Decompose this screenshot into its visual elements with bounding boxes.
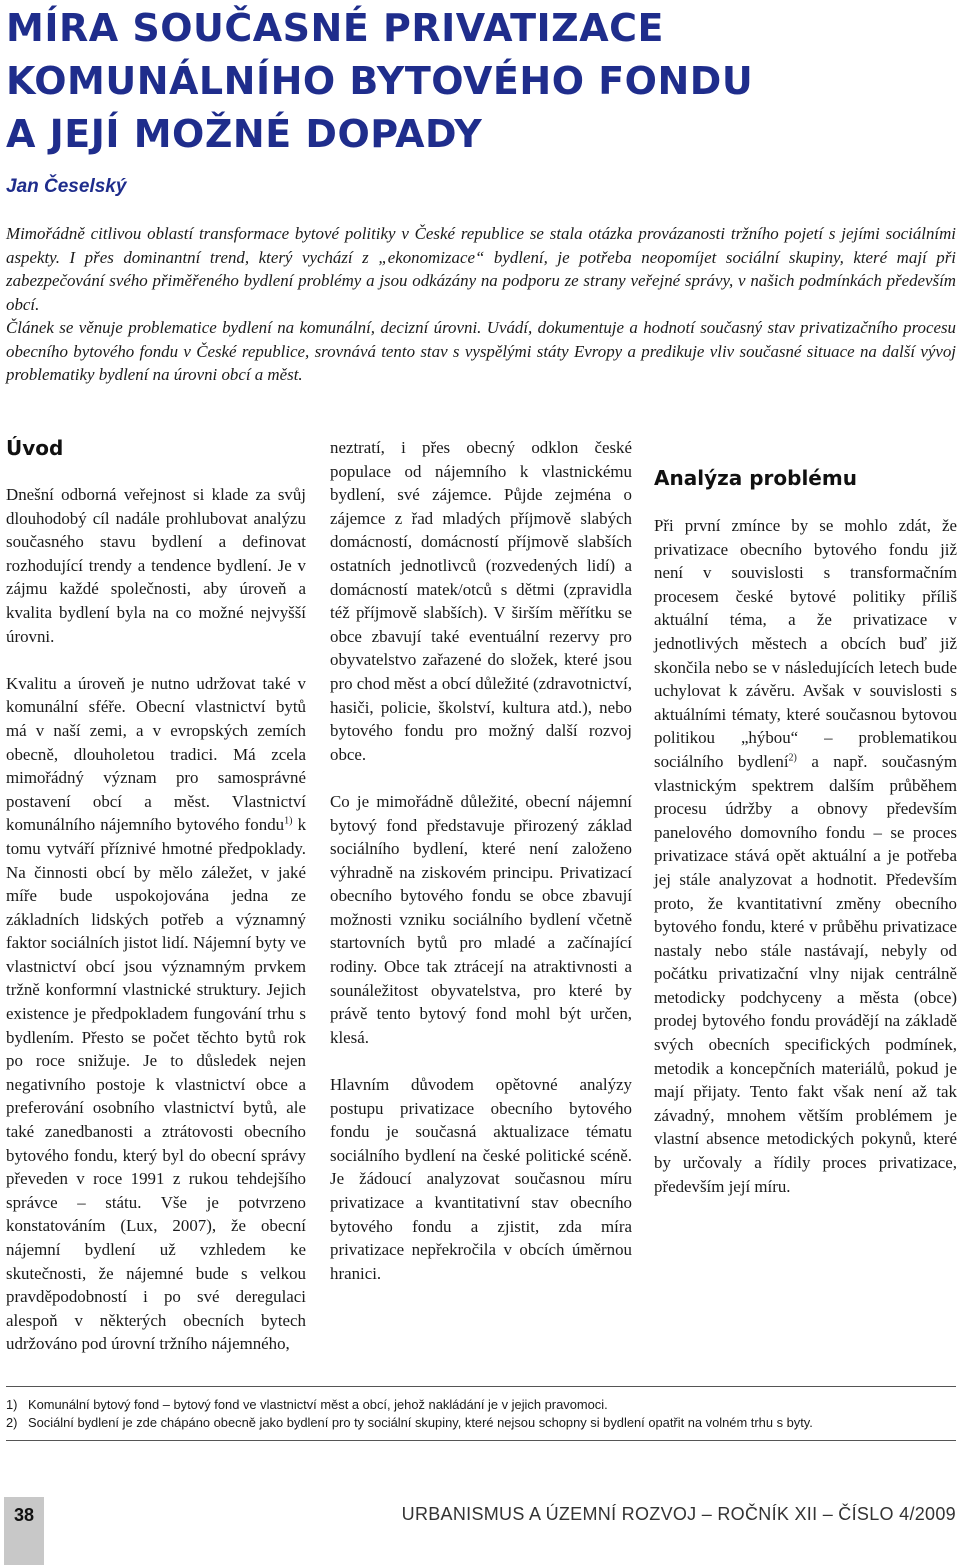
abstract-paragraph-2: Článek se věnuje problematice bydlení na komunální, decizní úrovni. Uvádí, dokumentuje a hodnotí současný stav privatizačního procesu obecního bytového fondu v České republice, srovnává tento stav s vyspělými státy Evropy a predikuje vliv současné situace na další vývoj problematiky bydlení na úrovni obcí a měst. <box>6 318 956 384</box>
footnote-divider <box>6 1386 956 1387</box>
abstract-paragraph-1: Mimořádně citlivou oblastí transformace bytové politiky v České republice se stala otázka provázanosti tržního pojetí s jejími sociálními aspekty. I přes dominantní trend, který vychází z „ekonomizace“ bydlení, je potřeba neopomíjet sociální skupiny, které mají při zabezpečování svého přiměřeného bydlení problémy a jsou odkázány na podporu ze strany veřejné správy, v našich podmínkách především obcí. <box>6 224 956 314</box>
section-heading-intro: Úvod <box>6 436 64 460</box>
footnote-ref-2: 2) <box>788 752 797 764</box>
intro-paragraph-2-part-b: k tomu vytváří příznivé hmotné předpoklady. Na činnosti obcí by mělo záležet, v jaké míře bude uspokojována jedna ze základních lidských potřeb a významný faktor sociálních jistot lidí. Nájemní byty ve vlastnictví obcí jsou významným prvkem tržně konformní vlastnické struktury. Jejich existence je předpokladem fungování trhu s bydlením. Přesto se počet těchto bytů rok po roce snižuje. Je to důsledek nejen negativního postoje k vlastnictví obce a preferování osobního vlastnictví bytů, ale také zanedbanosti a ztrátovosti obecního bytového fondu, který byl do obecní správy převeden v roce 1991 z rukou tehdejšího správce – státu. Vše je potvrzeno konstatováním (Lux, 2007), že obecní nájemní bydlení už vzhledem ke skutečnosti, že nájemné bude s velkou pravděpodobností i po své deregulaci alespoň v některých obecních bytech udržováno pod úrovní tržního nájemného, <box>6 815 307 1354</box>
col2-paragraph-3: Hlavním důvodem opětovné analýzy postupu privatizace obecního bytového fondu je současná aktualizace tématu sociálního bydlení na české politické scéně. Je žádoucí analyzovat současnou míru privatizace a kvantitativní stav obecního bytového fondu a zjistit, zda míra privatizace nepřekročila v obcích úměrnou hranici. <box>330 1075 632 1283</box>
analysis-paragraph-1-part-b: a např. současným vlastnickým spektrem dalším průběhem procesu údržby a obnovy především panelového domovního fondu – se proces privatizace stává opět aktuální a je potřeba jej stále analyzovat a hodnotit. Především proto, že kvantitativní změny obecního bytového fondu, které v průběhu privatizace nastaly nebo stále nastávají, nebyly od počátku privatizační vlny nijak centrálně metodicky podchyceny a města (obce) prodej bytového fondu provádějí na základě svých obecních specifických podmínek, metodik a koncepčních materiálů, pokud je mají přijaty. Tento fakt však není až tak závadný, mnohem větším problémem je vlastní absence metodických pokynů, které by určovaly a řídily proces privatizace, především její míru. <box>654 751 957 1196</box>
abstract <box>6 222 956 387</box>
footnote-bottom-divider <box>6 1440 956 1441</box>
running-footer-title: URBANISMUS A ÚZEMNÍ ROZVOJ – ROČNÍK XII – ČÍSLO 4/2009 <box>401 1504 956 1524</box>
footnote-2-text: Sociální bydlení je zde chápáno obecně jako bydlení pro ty sociální skupiny, které nejsou schopny si bydlení opatřit na volném trhu s byty. <box>28 1415 813 1430</box>
footnote-ref-1: 1) <box>284 815 293 827</box>
title-line-3: A JEJÍ MOŽNÉ DOPADY <box>6 112 483 156</box>
page-number: 38 <box>13 1505 35 1525</box>
body-column-3 <box>654 436 957 1198</box>
col2-paragraph-2: Co je mimořádně důležité, obecní nájemní bytový fond představuje přirozený základ sociálního bydlení, které není založeno výhradně na ziskovém principu. Privatizací obecního bytového fondu se obce zbavují možnosti vzniku sociálního bydlení včetně startovních bytů pro mladé a začínající rodiny. Obce tak ztrácejí na atraktivnosti a sounáležitost obyvatelstva, pro které by právě tento bytový fond mohl být určen, klesá. <box>330 791 632 1047</box>
footnote-2 <box>6 1413 956 1433</box>
footnote-1-text: Komunální bytový fond – bytový fond ve vlastnictví měst a obcí, jehož nakládání je v jejich pravomoci. <box>28 1397 608 1412</box>
intro-paragraph-2 <box>6 672 306 1356</box>
analysis-paragraph-1-part-a: Při první zmínce by se mohlo zdát, že privatizace obecního bytového fondu již není v souvislosti s transformačním procesem české bytové politiky příliš aktuální téma, a že privatizace v jednotlivých městech a obcích buď již skončila nebo se v následujících letech bude uchylovat k závěru. Avšak v souvislosti s aktuálními tématy, které současnou bytovou politikou „hýbou“ – problematikou sociálního bydlení <box>654 516 957 771</box>
intro-paragraph-2-continued: neztratí, i přes obecný odklon české populace od nájemního k vlastnickému bydlení, své zájemce. Půjde zejména o zájemce z řad mladých příjmově slabých domácností, domácností příjmově slabších ostatních jednotlivců (rozvedených lidí) a domácností matek/otců s dětmi (zpravidla též příjmově slabších). V širším měřítku se obce zbavují také eventuální rezervy pro obyvatelstvo zařazené do složek, které jsou pro chod měst a obcí důležité (zdravotnictví, hasiči, policie, školství, kultura atd.), nebo bytového fondu pro možný další rozvoj obce. <box>330 438 632 764</box>
author-name: Jan Česelský <box>6 176 127 197</box>
intro-paragraph-1: Dnešní odborná veřejnost si klade za svůj dlouhodobý cíl nadále prohlubovat analýzu současného stavu bydlení a definovat rozhodující trendy a tendence bydlení. Je v zájmu každé společnosti, aby úroveň a kvalita bydlení byla na co možné nejvyšší úrovni. <box>6 485 306 646</box>
footnote-2-number: 2) <box>6 1415 18 1430</box>
intro-paragraph-2-part-a: Kvalitu a úroveň je nutno udržovat také v komunální sféře. Obecní vlastnictví bytů má v naší zemi, a v evropských zemích obecně, dlouholetou tradici. Má zcela mimořádný význam pro samosprávné postavení obcí a měst. Vlastnictví komunálního nájemního bytového fondu <box>6 673 306 835</box>
footnote-1 <box>6 1395 956 1415</box>
section-heading-analysis: Analýza problému <box>654 466 857 490</box>
footnote-1-number: 1) <box>6 1397 18 1412</box>
article-title <box>6 2 946 161</box>
body-column-1 <box>6 436 306 1356</box>
body-column-2 <box>330 436 632 1285</box>
title-line-1: MÍRA SOUČASNÉ PRIVATIZACE <box>6 6 664 50</box>
title-line-2: KOMUNÁLNÍHO BYTOVÉHO FONDU <box>6 59 754 103</box>
analysis-paragraph-1 <box>654 514 957 1198</box>
